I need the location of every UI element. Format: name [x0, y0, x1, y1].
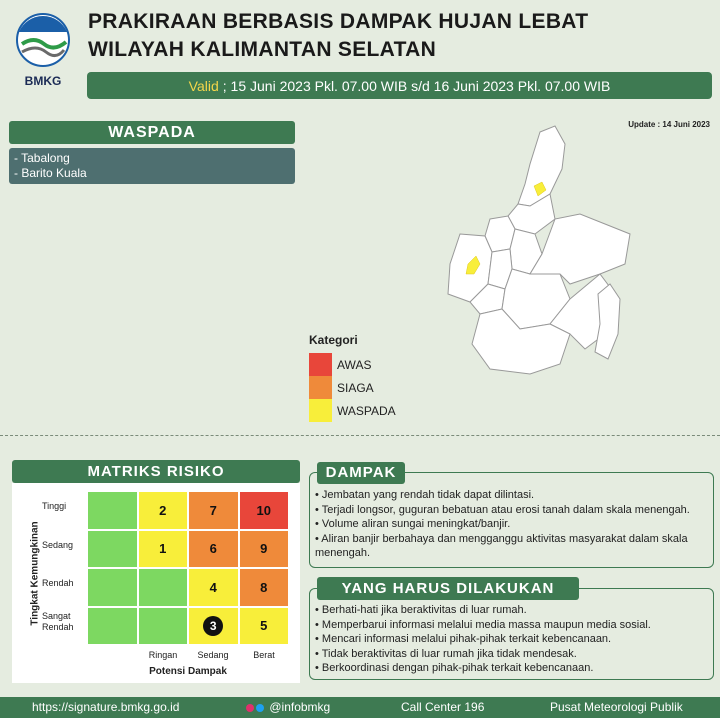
matrix-cell: [87, 530, 138, 569]
matrix-cell: 6: [188, 530, 239, 569]
legend-label: SIAGA: [337, 380, 374, 395]
matrix-y-label: Sedang: [42, 540, 74, 550]
matrix-cell: 5: [239, 607, 290, 646]
legend-swatch-waspada: [309, 399, 332, 422]
harus-item: • Memperbarui informasi melalui media massa maupun media sosial.: [315, 618, 651, 631]
dampak-item: • Volume aliran sungai meningkat/banjir.: [315, 518, 511, 530]
logo-text: BMKG: [24, 74, 62, 88]
kalimantan-selatan-map: [430, 124, 640, 424]
bmkg-logo-icon: [14, 12, 72, 72]
footer-call-center: Call Center 196: [401, 700, 485, 714]
matrix-cell: 4: [188, 568, 239, 607]
harus-item: • Berhati-hati jika beraktivitas di luar rumah.: [315, 604, 527, 616]
legend-swatch-siaga: [309, 376, 332, 399]
matrix-cell: 8: [239, 568, 290, 607]
matrix-cell: [138, 607, 189, 646]
matrix-cell: 9: [239, 530, 290, 569]
matrix-x-label: Ringan: [148, 650, 178, 660]
valid-period-text: ; 15 Juni 2023 Pkl. 07.00 WIB s/d 16 Juni 2023 Pkl. 07.00 WIB: [222, 77, 611, 94]
footer-website-link[interactable]: https://signature.bmkg.go.id: [32, 700, 180, 714]
legend-item-awas: [309, 353, 396, 376]
harus-list: [315, 603, 710, 676]
matrix-cell: [87, 607, 138, 646]
dampak-item: • Jembatan yang rendah tidak dapat dilintasi.: [315, 489, 535, 501]
matrix-x-axis-title: Potensi Dampak: [149, 666, 227, 677]
matrix-x-label: Sedang: [197, 650, 229, 660]
harus-item: • Mencari informasi melalui pihak-pihak terkait kebencanaan.: [315, 633, 612, 645]
legend-item-waspada: [309, 399, 396, 422]
footer-org-name: Pusat Meteorologi Publik: [550, 700, 683, 714]
section-divider: [0, 435, 720, 436]
matrix-grid: [87, 491, 289, 645]
dampak-list: [315, 488, 710, 561]
valid-label: Valid: [188, 77, 219, 94]
matrix-cell: 1: [138, 530, 189, 569]
legend-item-siaga: [309, 376, 396, 399]
matrix-y-label: Sangat Rendah: [42, 611, 74, 632]
waspada-region-list: [9, 148, 295, 184]
map-legend: [309, 333, 396, 422]
footer-social[interactable]: [246, 700, 330, 714]
matrix-y-label: Tinggi: [42, 501, 67, 511]
matrix-x-label: Berat: [253, 650, 275, 660]
matrix-cell: [87, 491, 138, 530]
footer-bar: [0, 697, 720, 718]
matrix-cell: 2: [138, 491, 189, 530]
matrix-cell: 7: [188, 491, 239, 530]
matrix-cell: [188, 607, 239, 646]
dampak-item: • Aliran banjir berbahaya dan mengganggu aktivitas masyarakat dalam skala menengah.: [315, 532, 688, 559]
valid-period-bar: [87, 72, 712, 99]
update-date: Update : 14 Juni 2023: [628, 120, 710, 129]
matrix-y-label: Rendah: [42, 578, 74, 588]
map-region-tabalong: [518, 126, 565, 206]
harus-header: YANG HARUS DILAKUKAN: [317, 577, 579, 600]
dampak-item: • Terjadi longsor, guguran bebatuan atau erosi tanah dalam skala menengah.: [315, 503, 690, 516]
waspada-region-item: - Barito Kuala: [14, 166, 87, 180]
dampak-header: DAMPAK: [317, 462, 405, 484]
matrix-y-axis-title: Tingkat Kemungkinan: [29, 521, 41, 626]
legend-swatch-awas: [309, 353, 332, 376]
matrix-cell: [87, 568, 138, 607]
waspada-header: WASPADA: [9, 121, 295, 144]
twitter-icon: [256, 704, 264, 712]
matrix-cell-highlight: 3: [203, 616, 223, 636]
risk-matrix: [12, 483, 300, 683]
harus-item: • Berkoordinasi dengan pihak-pihak terkait kebencanaan.: [315, 662, 594, 674]
title-line-2: WILAYAH KALIMANTAN SELATAN: [88, 38, 437, 61]
matrix-header: MATRIKS RISIKO: [12, 460, 300, 483]
instagram-icon: [246, 704, 254, 712]
page-title: [88, 8, 588, 64]
footer-social-handle: @infobmkg: [269, 700, 331, 714]
legend-label: WASPADA: [337, 403, 396, 418]
matrix-cell: 10: [239, 491, 290, 530]
legend-label: AWAS: [337, 357, 372, 372]
waspada-region-item: - Tabalong: [14, 151, 70, 165]
harus-item: • Tidak beraktivitas di luar rumah jika tidak mendesak.: [315, 647, 577, 660]
bmkg-logo: [14, 12, 72, 88]
matrix-cell: [138, 568, 189, 607]
legend-title: Kategori: [309, 333, 358, 347]
title-line-1: PRAKIRAAN BERBASIS DAMPAK HUJAN LEBAT: [88, 10, 589, 33]
